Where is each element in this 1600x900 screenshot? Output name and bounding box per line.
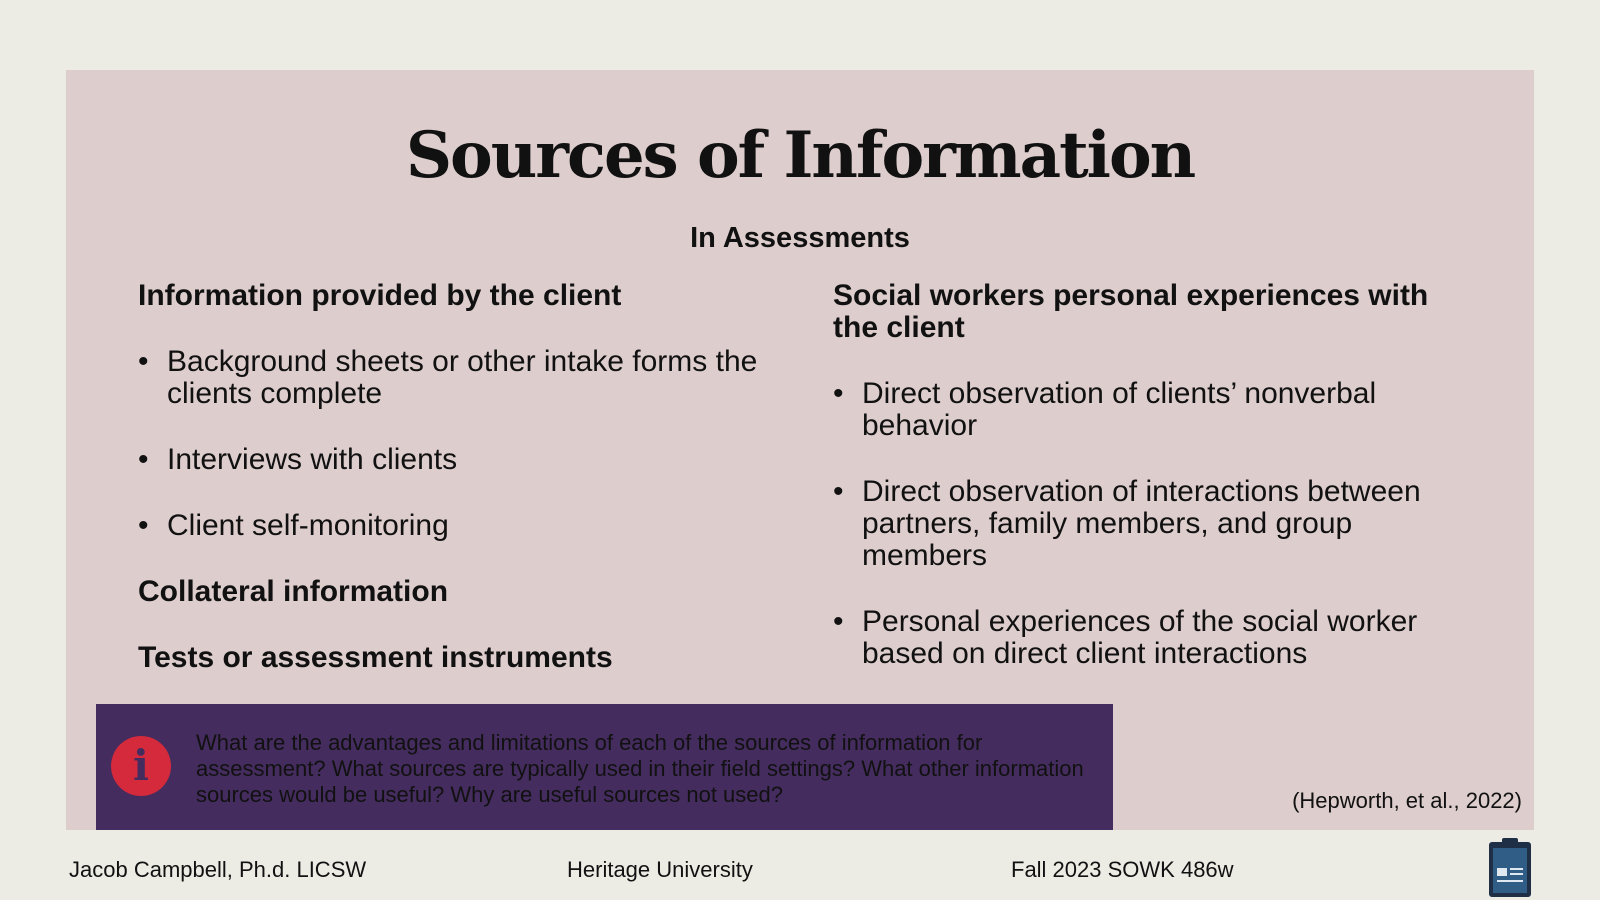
list-item xyxy=(138,346,778,410)
discussion-callout xyxy=(96,704,1113,830)
list-item xyxy=(138,444,778,476)
list-item-text: Background sheets or other intake forms the clients complete xyxy=(167,345,758,410)
left-column xyxy=(138,280,778,674)
heading-client-info: Information provided by the client xyxy=(138,279,622,312)
list-item-text: Direct observation of interactions between partners, family members, and group members xyxy=(862,475,1421,572)
heading-tests: Tests or assessment instruments xyxy=(138,641,613,674)
clipboard-icon[interactable] xyxy=(1487,836,1533,898)
footer-institution: Heritage University xyxy=(567,857,753,882)
heading-personal-experiences: Social workers personal experiences with the client xyxy=(833,279,1429,344)
list-item xyxy=(833,606,1473,670)
client-info-list xyxy=(138,346,778,542)
bullet-icon: • xyxy=(833,605,844,638)
list-item-text: Client self-monitoring xyxy=(167,509,449,542)
slide-title: Sources of Information xyxy=(405,118,1195,193)
slide-subtitle: In Assessments xyxy=(690,222,910,254)
bullet-icon: • xyxy=(138,509,149,542)
list-item-text: Personal experiences of the social worker based on direct client interactions xyxy=(862,605,1418,670)
list-item-text: Interviews with clients xyxy=(167,443,458,476)
list-item xyxy=(833,378,1473,442)
citation: (Hepworth, et al., 2022) xyxy=(1292,788,1522,813)
bullet-icon: • xyxy=(138,345,149,378)
bullet-icon: • xyxy=(833,475,844,508)
right-column xyxy=(833,280,1473,670)
footer-author: Jacob Campbell, Ph.d. LICSW xyxy=(69,857,367,882)
heading-collateral: Collateral information xyxy=(138,575,449,608)
bullet-icon: • xyxy=(833,377,844,410)
list-item xyxy=(138,510,778,542)
personal-experiences-list xyxy=(833,378,1473,670)
info-icon: i xyxy=(111,736,171,796)
list-item xyxy=(833,476,1473,572)
list-item-text: Direct observation of clients’ nonverbal behavior xyxy=(862,377,1377,442)
bullet-icon: • xyxy=(138,443,149,476)
discussion-question: What are the advantages and limitations of each of the sources of information for assessment? What sources are typically used in their field settings? What other information sources would be useful? Why are useful sources not used? xyxy=(196,730,1084,807)
footer-course: Fall 2023 SOWK 486w xyxy=(1011,857,1234,882)
